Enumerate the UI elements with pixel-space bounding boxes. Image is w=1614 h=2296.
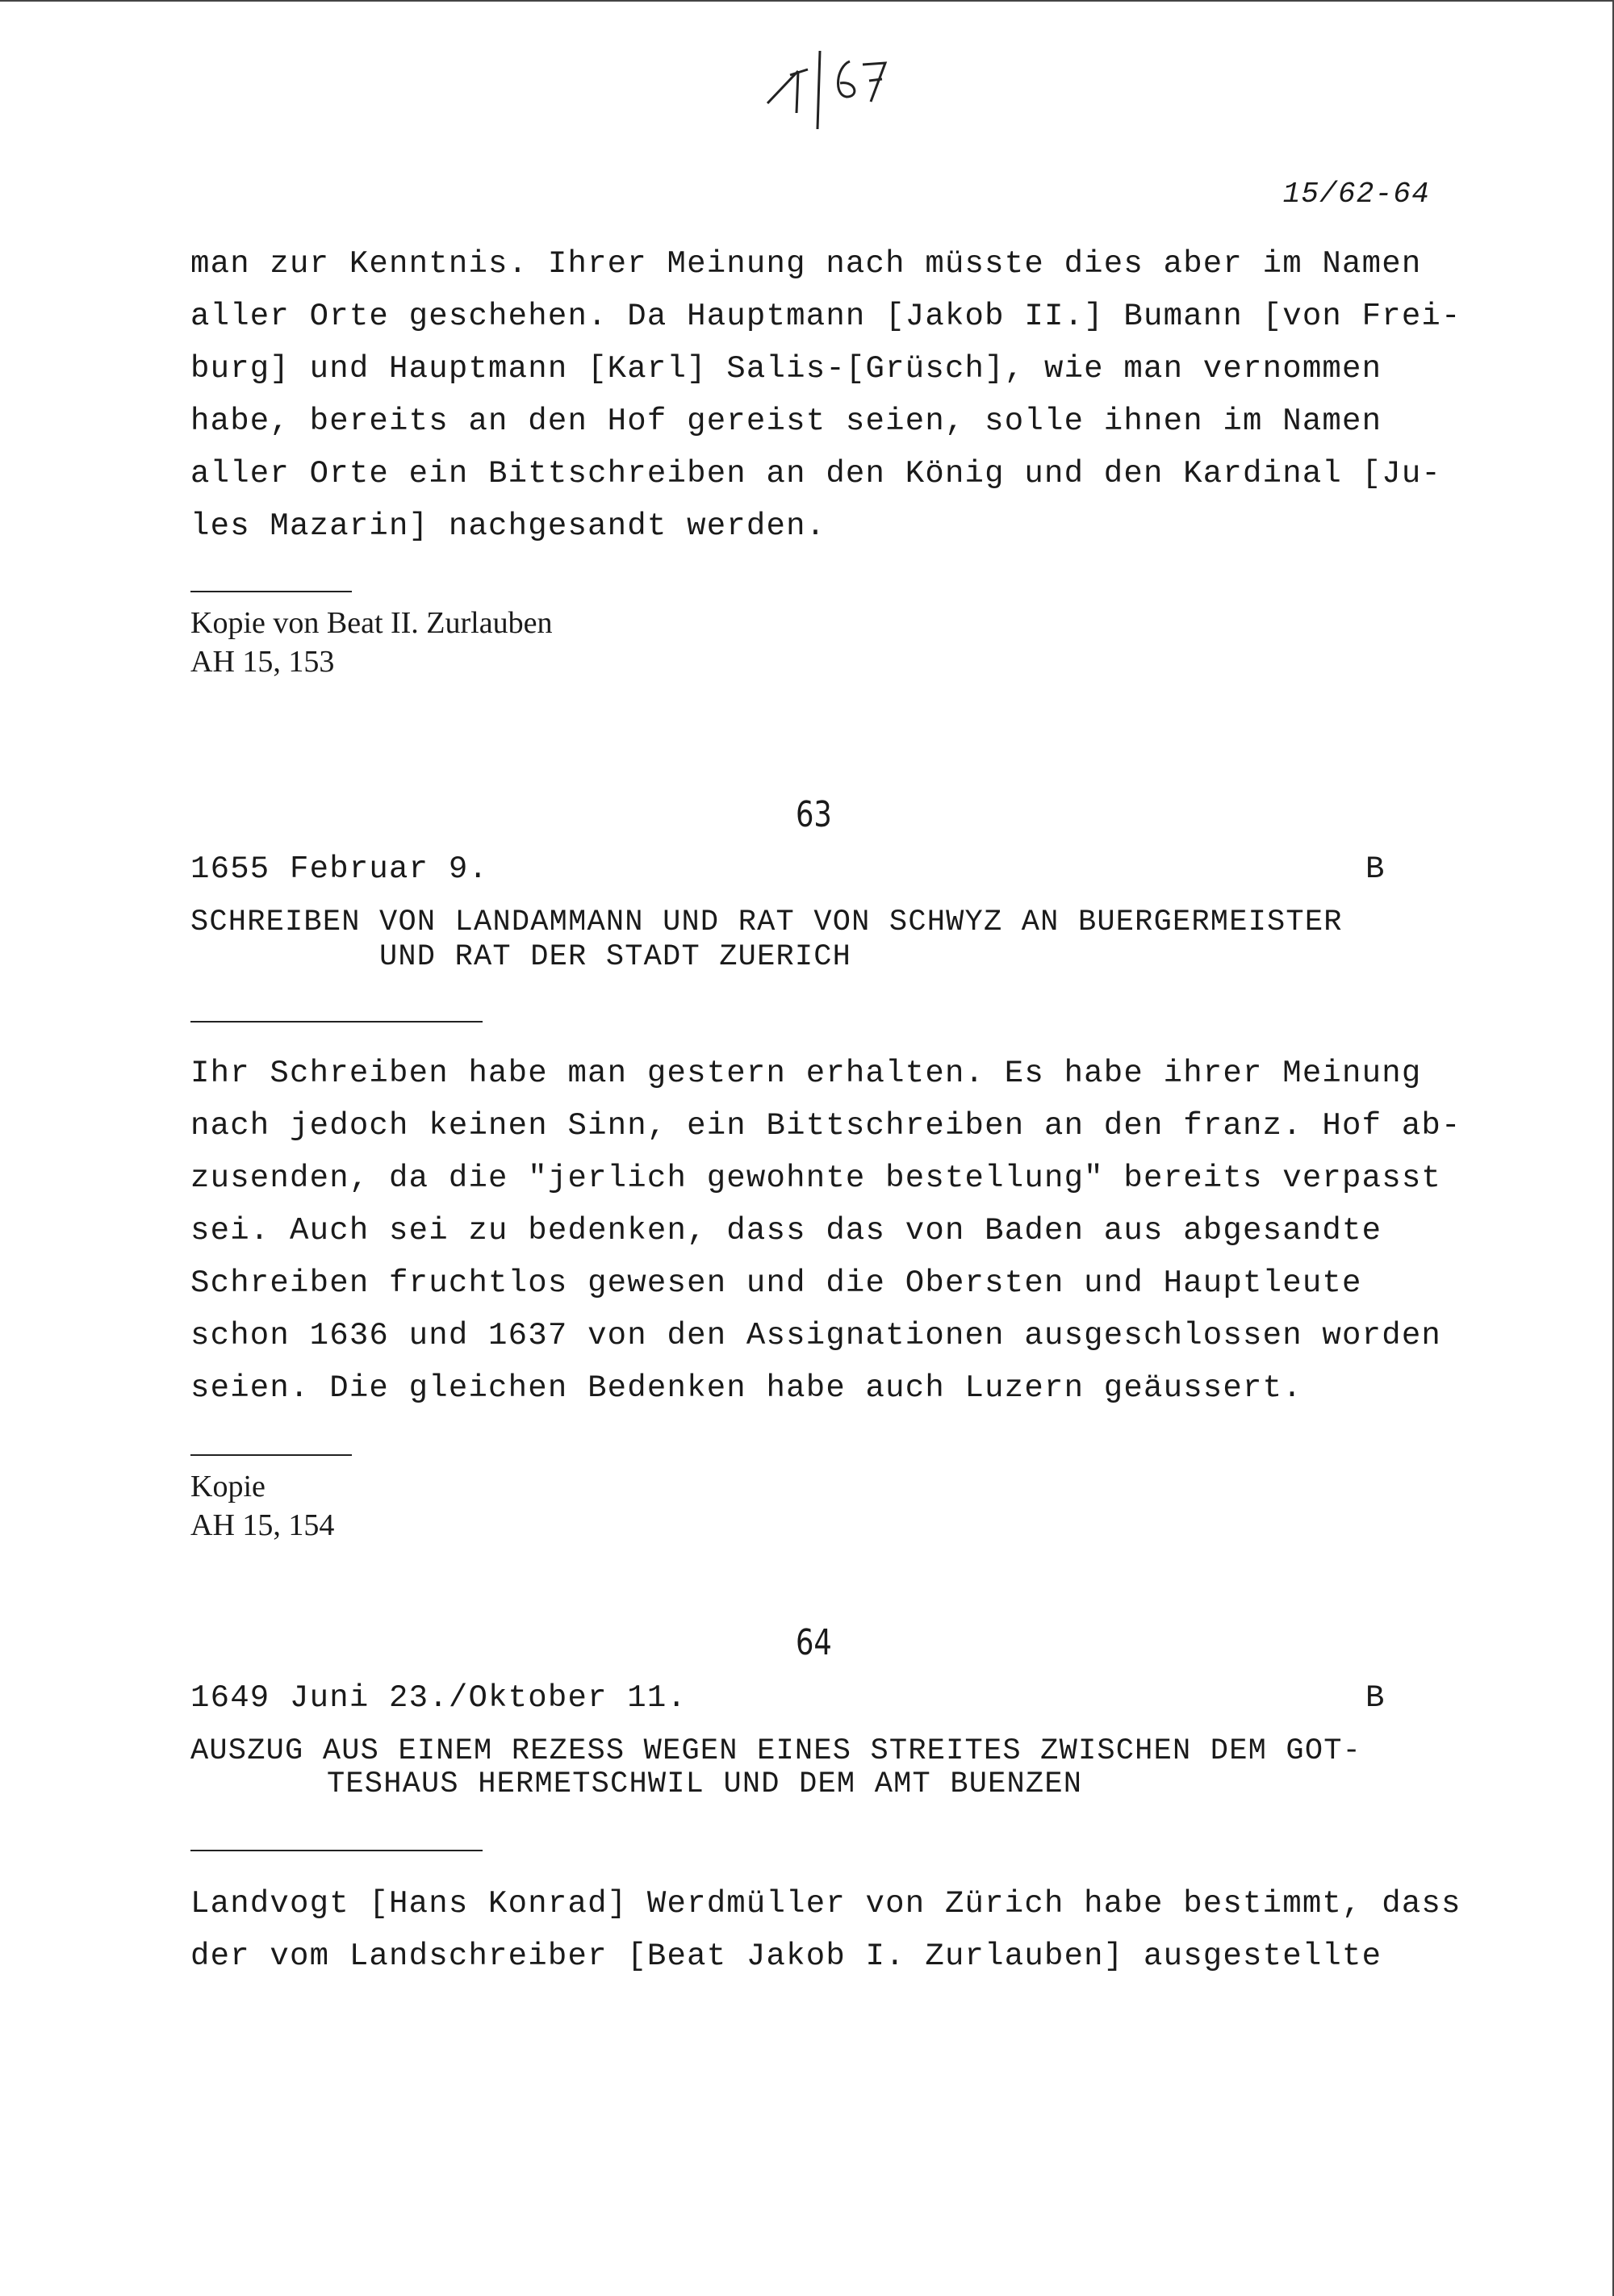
source-note: Kopie (190, 1470, 266, 1503)
handwritten-reference (746, 24, 884, 121)
title-divider (190, 1021, 483, 1023)
source-note: AH 15, 154 (190, 1508, 335, 1542)
entry-date: 1649 Juni 23./Oktober 11. (190, 1680, 688, 1716)
entry-title: TESHAUS HERMETSCHWIL UND DEM AMT BUENZEN (327, 1767, 1083, 1801)
body-line: zusenden, da die "jerlich gewohnte bestellung" bereits verpasst (190, 1161, 1442, 1196)
body-line: burg] und Hauptmann [Karl] Salis-[Grüsch], wie man vernommen (190, 351, 1382, 387)
body-line: sei. Auch sei zu bedenken, dass das von Baden aus abgesandte (190, 1213, 1382, 1248)
source-note: Kopie von Beat II. Zurlauben (190, 606, 553, 640)
source-note: AH 15, 153 (190, 645, 335, 679)
page-reference: 15/62-64 (1282, 178, 1430, 211)
body-line: nach jedoch keinen Sinn, ein Bittschreiben an den franz. Hof ab- (190, 1108, 1461, 1144)
entry-date: 1655 Februar 9. (190, 851, 489, 887)
handwritten-reference-drawing (759, 39, 897, 136)
source-divider (190, 1454, 352, 1456)
entry-title: UND RAT DER STADT ZUERICH (379, 940, 852, 974)
body-line: Ihr Schreiben habe man gestern erhalten. Es habe ihrer Meinung (190, 1056, 1422, 1091)
body-line: aller Orte ein Bittschreiben an den König und den Kardinal [Ju- (190, 456, 1442, 491)
entry-title: AUSZUG AUS EINEM REZESS WEGEN EINES STREITES ZWISCHEN DEM GOT- (190, 1734, 1362, 1768)
body-line: man zur Kenntnis. Ihrer Meinung nach müsste dies aber im Namen (190, 246, 1422, 282)
body-line: habe, bereits an den Hof gereist seien, solle ihnen im Namen (190, 404, 1382, 439)
entry-number: 64 (796, 1622, 832, 1663)
body-line: seien. Die gleichen Bedenken habe auch Luzern geäussert. (190, 1370, 1302, 1406)
body-line: Landvogt [Hans Konrad] Werdmüller von Zürich habe bestimmt, dass (190, 1886, 1461, 1922)
body-line: les Mazarin] nachgesandt werden. (190, 508, 826, 544)
body-line: Schreiben fruchtlos gewesen und die Obersten und Hauptleute (190, 1265, 1362, 1301)
source-divider (190, 591, 352, 592)
body-line: aller Orte geschehen. Da Hauptmann [Jakob II.] Bumann [von Frei- (190, 299, 1461, 334)
entry-marker: B (1365, 851, 1386, 887)
entry-number: 63 (796, 794, 832, 835)
entry-title: SCHREIBEN VON LANDAMMANN UND RAT VON SCHWYZ AN BUERGERMEISTER (190, 905, 1343, 939)
title-divider (190, 1850, 483, 1851)
entry-marker: B (1365, 1680, 1386, 1716)
body-line: schon 1636 und 1637 von den Assignationen ausgeschlossen worden (190, 1318, 1442, 1353)
body-line: der vom Landschreiber [Beat Jakob I. Zurlauben] ausgestellte (190, 1938, 1382, 1974)
